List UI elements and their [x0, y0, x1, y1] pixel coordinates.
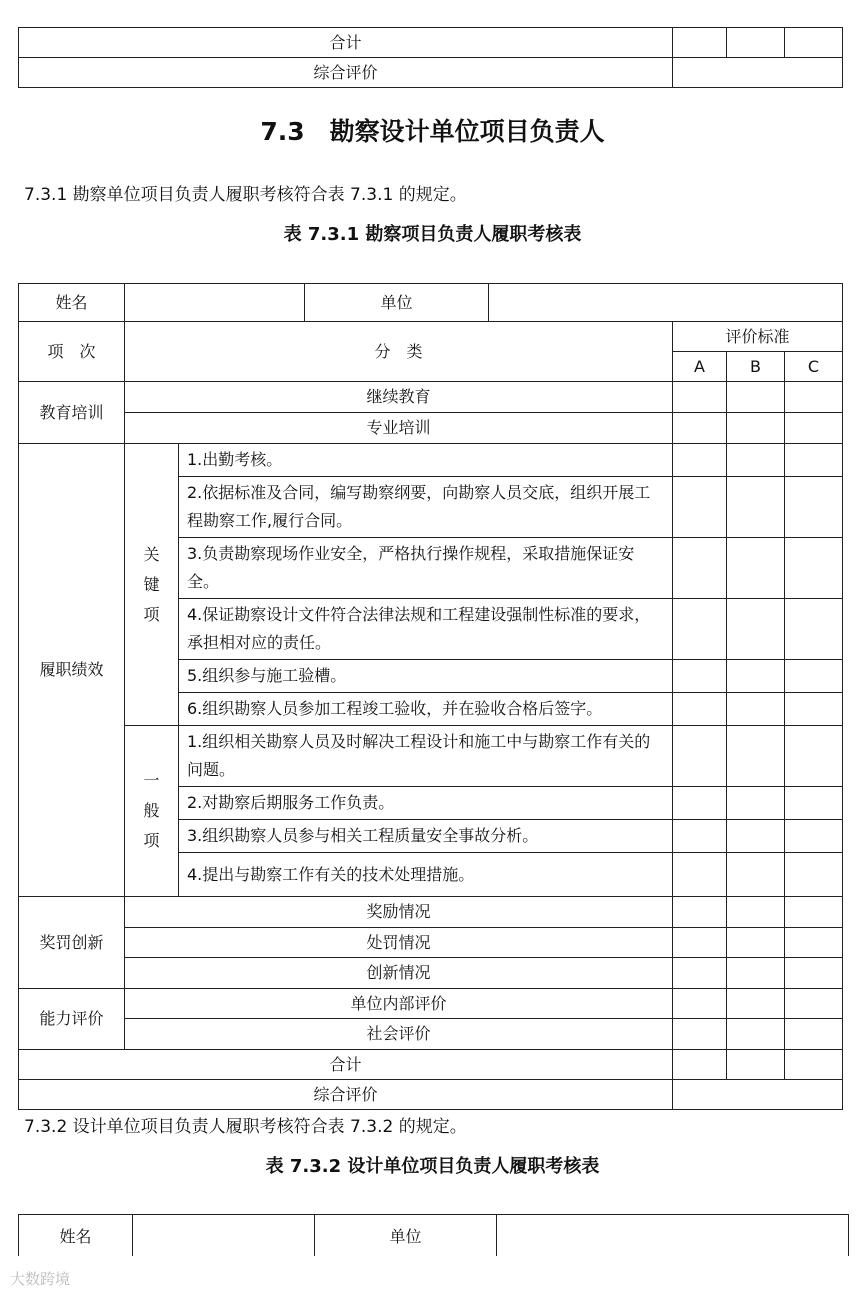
key-item-5: 5.组织参与施工验槽。 — [179, 660, 673, 693]
ability-row-1: 单位内部评价 — [125, 989, 673, 1019]
edu-row-1: 继续教育 — [125, 382, 673, 413]
general-item-1: 1.组织相关勘察人员及时解决工程设计和施工中与勘察工作有关的问题。 — [179, 726, 673, 787]
edu-row-2: 专业培训 — [125, 413, 673, 444]
reward-row-3: 创新情况 — [125, 958, 673, 989]
general-item-2: 2.对勘察后期服务工作负责。 — [179, 787, 673, 820]
perf-label: 履职绩效 — [19, 444, 125, 897]
grade-b: B — [727, 352, 785, 382]
ability-row-2: 社会评价 — [125, 1019, 673, 1050]
general-item-3: 3.组织勘察人员参与相关工程质量安全事故分析。 — [179, 820, 673, 853]
clause-7-3-1: 7.3.1 勘察单位项目负责人履职考核符合表 7.3.1 的规定。 — [24, 185, 467, 205]
watermark: 大数跨境 — [10, 1270, 71, 1288]
top-summary-table — [18, 27, 843, 88]
t2-unit-label: 单位 — [315, 1215, 497, 1259]
table-7-3-1-title: 表 7.3.1 勘察项目负责人履职考核表 — [283, 224, 582, 245]
reward-row-1: 奖励情况 — [125, 897, 673, 928]
grade-a: A — [673, 352, 727, 382]
t2-name-label: 姓名 — [19, 1215, 133, 1259]
key-item-2: 2.依据标准及合同，编写勘察纲要，向勘察人员交底，组织开展工程勘察工作,履行合同。 — [179, 477, 673, 538]
key-item-3: 3.负责勘察现场作业安全，严格执行操作规程，采取措施保证安全。 — [179, 538, 673, 599]
key-item-4: 4.保证勘察设计文件符合法律法规和工程建设强制性标准的要求，承担相对应的责任。 — [179, 599, 673, 660]
table1-total: 合计 — [19, 1050, 673, 1080]
table1-overall: 综合评价 — [19, 1080, 673, 1110]
reward-label: 奖罚创新 — [19, 897, 125, 989]
table-7-3-2 — [18, 1214, 849, 1259]
clause-7-3-2: 7.3.2 设计单位项目负责人履职考核符合表 7.3.2 的规定。 — [24, 1117, 467, 1137]
unit-value — [489, 284, 843, 322]
name-label: 姓名 — [19, 284, 125, 322]
key-item-1: 1.出勤考核。 — [179, 444, 673, 477]
general-item-4: 4.提出与勘察工作有关的技术处理措施。 — [179, 853, 673, 897]
grade-c: C — [785, 352, 843, 382]
table-7-3-2-title: 表 7.3.2 设计单位项目负责人履职考核表 — [265, 1156, 600, 1177]
general-items-label: 一 般 项 — [125, 726, 179, 897]
reward-row-2: 处罚情况 — [125, 928, 673, 958]
top-total-label: 合计 — [19, 28, 673, 58]
name-value — [125, 284, 305, 322]
section-title: 7.3 勘察设计单位项目负责人 — [260, 117, 605, 146]
top-overall-label: 综合评价 — [19, 58, 673, 88]
eval-header: 评价标准 — [673, 322, 843, 352]
key-item-6: 6.组织勘察人员参加工程竣工验收，并在验收合格后签字。 — [179, 693, 673, 726]
key-items-label: 关 键 项 — [125, 444, 179, 726]
category-header: 分 类 — [125, 322, 673, 382]
item-header: 项 次 — [19, 322, 125, 382]
unit-label: 单位 — [305, 284, 489, 322]
table-7-3-1 — [18, 283, 843, 1110]
ability-label: 能力评价 — [19, 989, 125, 1050]
edu-label: 教育培训 — [19, 382, 125, 444]
